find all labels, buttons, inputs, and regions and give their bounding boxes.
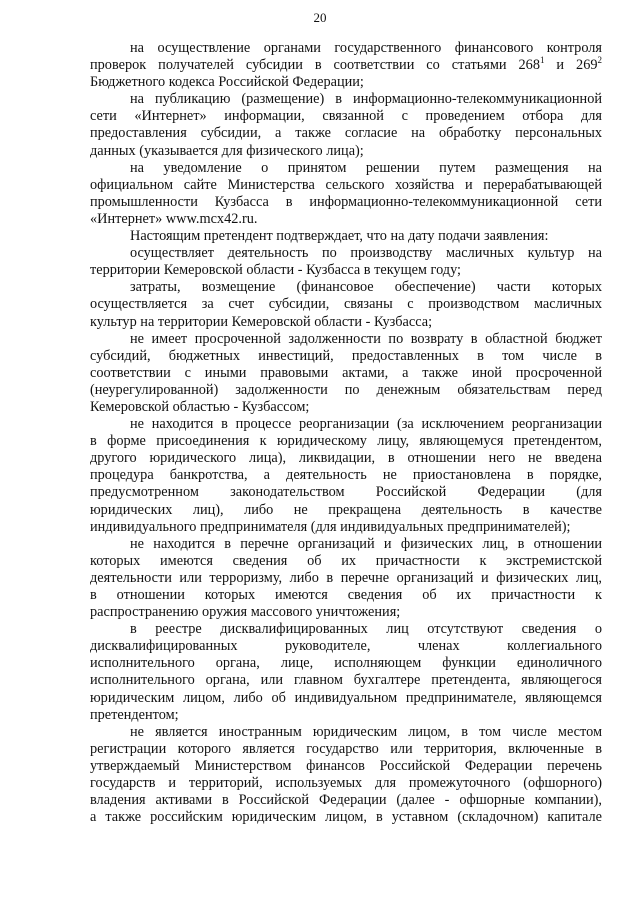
superscript: 2 <box>597 55 602 66</box>
text-line: в форме присоединения к юридическому лицу, являющемуся претендентом, <box>90 433 602 450</box>
text-segment: и 269 <box>544 57 598 74</box>
document-body <box>90 40 602 826</box>
text-line: юридическим лицом, либо об индивидуальном предпринимателе, являющемся <box>90 689 602 706</box>
text-line: государств и территорий, используемых для промежуточного (офшорного) <box>90 775 602 792</box>
text-line: территории Кемеровской области - Кузбасса в текущем году; <box>90 262 462 279</box>
page-number: 20 <box>313 10 327 25</box>
text-line: на осуществление органами государственного финансового контроля <box>130 40 602 56</box>
text-line: не находится в процессе реорганизации (за исключением реорганизации <box>130 416 602 433</box>
text-line: данных (указывается для физического лица); <box>90 142 364 159</box>
superscript: 1 <box>539 55 545 66</box>
text-line: субсидий, бюджетных инвестиций, предоставленных в том числе в <box>90 347 602 364</box>
text-line: на уведомление о принятом решении путем размещения на <box>130 159 602 176</box>
text-line: утверждаемый Министерством финансов Российской Федерации перечень <box>90 757 602 774</box>
text-line: осуществляется за счет субсидии, связаны с производством масличных <box>90 296 602 313</box>
text-line: в отношении которых имеются сведения об их причастности к <box>90 587 602 603</box>
text-line: исполнительного органа, или главном бухгалтере претендента, являющегося <box>90 672 602 689</box>
text-segment: проверок получателей субсидии в соответствии со статьями 268 <box>90 57 540 74</box>
text-line: затраты, возмещение (финансовое обеспечение) части которых <box>130 279 602 296</box>
text-line: не находится в перечне организаций и физических лиц, в отношении <box>130 535 602 552</box>
text-line: не является иностранным юридическим лицом, в том числе местом <box>130 723 602 740</box>
text-line: не имеет просроченной задолженности по возврату в областной бюджет <box>130 330 602 347</box>
text-line: на публикацию (размещение) в информационно-телекоммуникационной <box>130 91 602 108</box>
text-line: Настоящим претендент подтверждает, что на дату подачи заявления: <box>130 228 549 245</box>
text-line: предоставления субсидии, а также согласие на обработку персональных <box>90 125 602 142</box>
text-line: (неурегулированной) задолженности по денежным обязательствам перед <box>90 381 602 398</box>
text-line: распространению оружия массового уничтожения; <box>90 604 401 621</box>
text-line: исполнительного органа, лице, исполняющем функции единоличного <box>90 655 602 672</box>
text-line: другого юридического лица), ликвидации, в отношении него не введена <box>90 450 602 467</box>
text-line: претендентом; <box>90 706 179 723</box>
text-line: «Интернет» www.mcx42.ru. <box>90 210 258 227</box>
text-line: а также российским юридическим лицом, в уставном (складочном) капитале <box>90 809 602 826</box>
text-line: индивидуального предпринимателя (для индивидуальных предпринимателей); <box>90 518 571 535</box>
text-line: которых имеются сведения об их причастности к экстремистской <box>90 552 602 569</box>
text-line: Бюджетного кодекса Российской Федерации; <box>90 74 364 91</box>
text-line: в реестре дисквалифицированных лиц отсутствуют сведения о <box>130 621 602 638</box>
text-line: культур на территории Кемеровской области - Кузбасса; <box>90 313 433 330</box>
text-line: предусмотренном законодательством Российской Федерации (для <box>90 484 602 501</box>
text-line: регистрации которого является государство или территория, включенные в <box>90 740 602 757</box>
text-line: дисквалифицированных руководителе, членах коллегиального <box>90 638 602 655</box>
text-line: процедура банкротства, а деятельность не приостановлена в порядке, <box>90 467 602 484</box>
text-line: осуществляет деятельность по производству масличных культур на <box>130 245 602 262</box>
text-line: промышленности Кузбасса в информационно-телекоммуникационной сети <box>90 193 602 210</box>
text-line: юридических лиц), либо не прекращена деятельность в качестве <box>90 501 602 518</box>
text-line <box>90 57 602 74</box>
text-line: Кемеровской областью - Кузбассом; <box>90 398 310 415</box>
text-line: владения активами в Российской Федерации (далее - офшорные компании), <box>90 792 602 809</box>
text-line: соответствии с иными правовыми актами, а также иной просроченной <box>90 364 602 381</box>
text-line: официальном сайте Министерства сельского хозяйства и перерабатывающей <box>90 176 602 193</box>
text-line: деятельности или терроризму, либо в перечне организаций и физических лиц, <box>90 569 602 586</box>
text-line: сети «Интернет» информации, связанной с проведением отбора для <box>90 108 602 125</box>
